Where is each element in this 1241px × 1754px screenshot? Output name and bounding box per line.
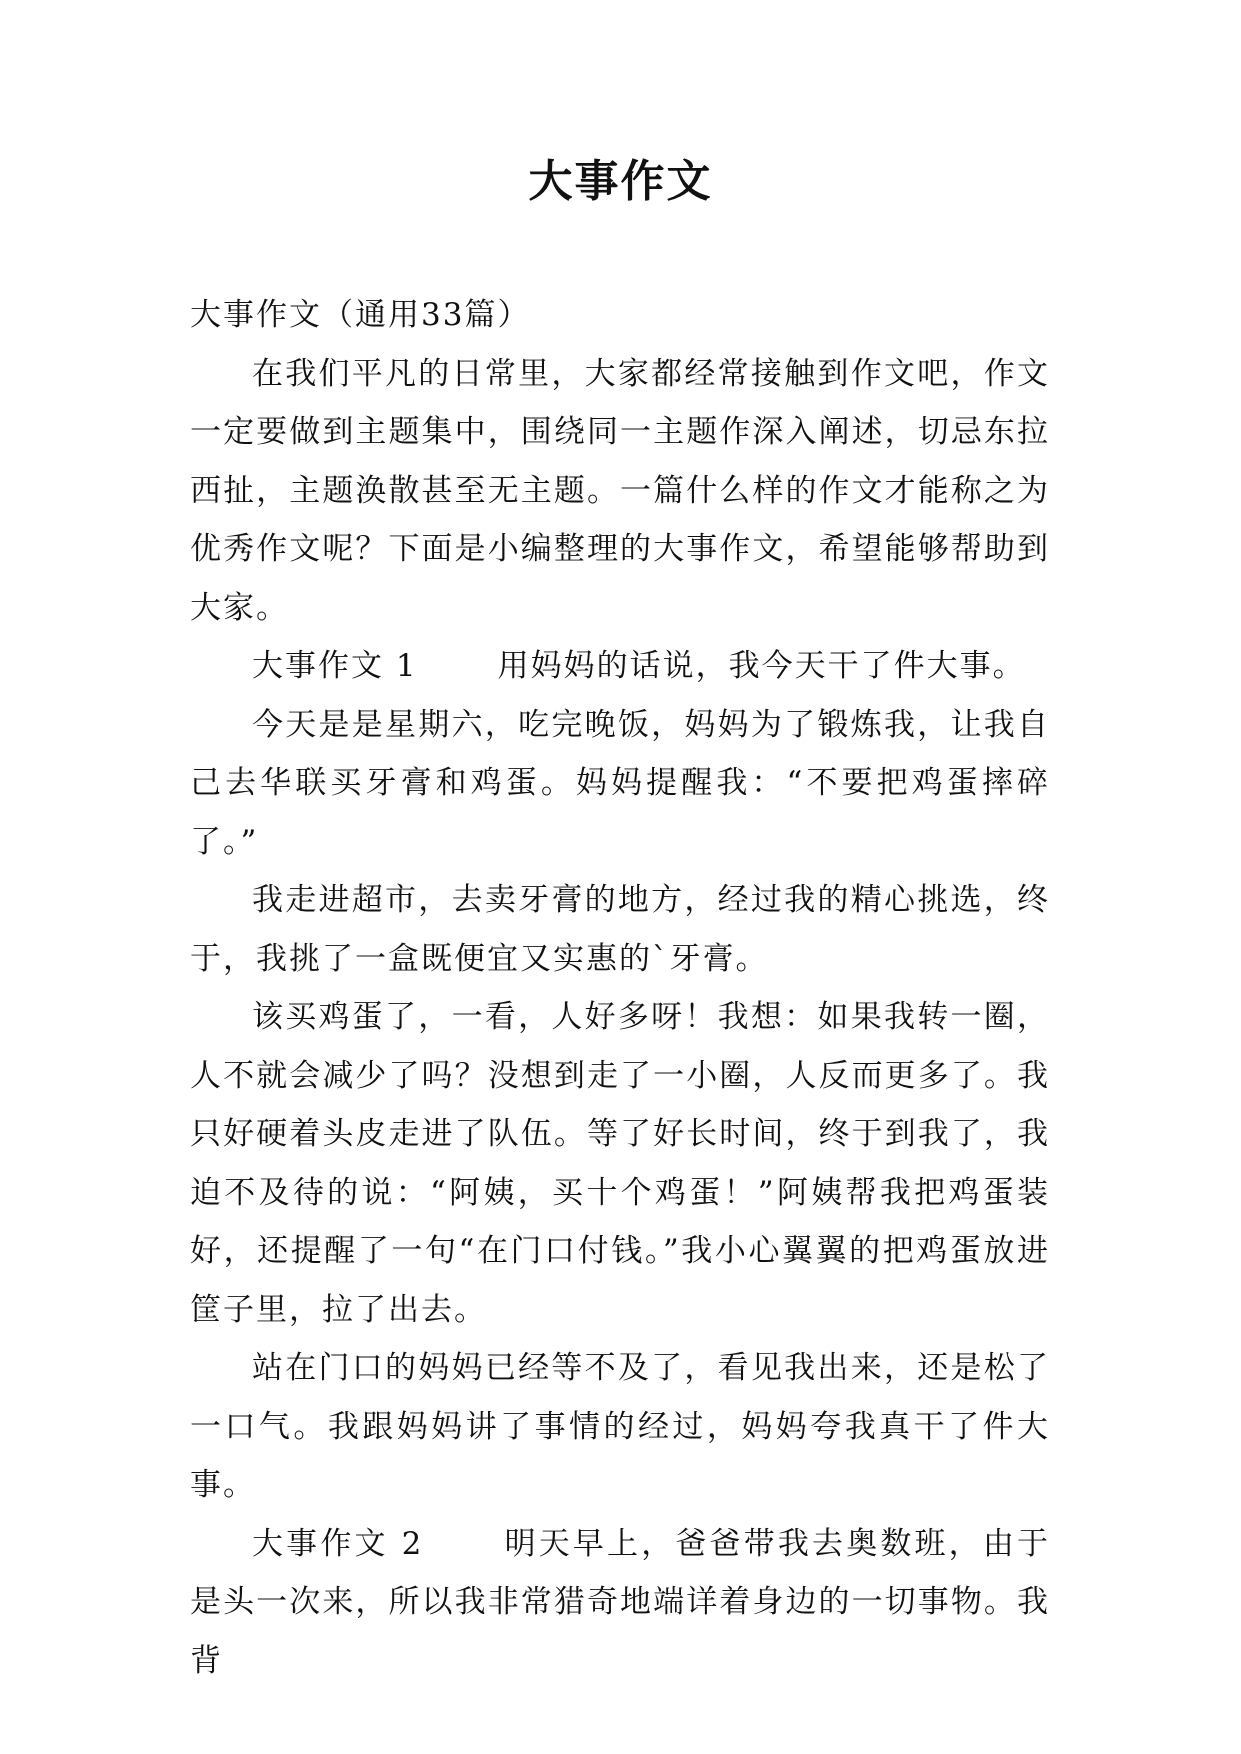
- essay-2-heading: 大事作文 2: [252, 1525, 424, 1562]
- document-title: 大事作文: [528, 156, 713, 207]
- essay-1-first-line: 用妈妈的话说，我今天干了件大事。: [497, 648, 1026, 684]
- essay-2-first-line: 明天早上，爸爸带我去奥数班，由于是头一次来，所以我非常猎奇地端详着身边的一切事物。我背: [190, 1525, 1051, 1679]
- intro-paragraph: 在我们平凡的日常里，大家都经常接触到作文吧，作文一定要做到主题集中，围绕同一主题作深入阐述，切忌东拉西扯，主题涣散甚至无主题。一篇什么样的作文才能称之为优秀作文呢？下面是小编整理的大事作文，希望能够帮助到大家。: [190, 355, 1050, 626]
- document-body: [190, 286, 1050, 1690]
- essay-1-paragraph: 站在门口的妈妈已经等不及了，看见我出来，还是松了一口气。我跟妈妈讲了事情的经过，妈妈夸我真干了件大事。: [190, 1350, 1050, 1503]
- essay-1-heading: 大事作文 1: [252, 648, 418, 684]
- essay-2-opening: [190, 1515, 1050, 1691]
- essay-1-opening: [190, 637, 1050, 696]
- essay-1-paragraph: 我走进超市，去卖牙膏的地方，经过我的精心挑选，终于，我挑了一盒既便宜又实惠的`牙膏。: [190, 882, 1050, 977]
- essay-1-paragraph: 该买鸡蛋了，一看，人好多呀！我想：如果我转一圈，人不就会减少了吗？没想到走了一小圈，人反而更多了。我只好硬着头皮走进了队伍。等了好长时间，终于到我了，我迫不及待的说：“阿姨，买十个鸡蛋！”阿姨帮我把鸡蛋装好，还提醒了一句“在门口付钱。”我小心翼翼的把鸡蛋放进筐子里，拉了出去。: [190, 999, 1050, 1328]
- essay-1-paragraph: 今天是是星期六，吃完晚饭，妈妈为了锻炼我，让我自己去华联买牙膏和鸡蛋。妈妈提醒我：“不要把鸡蛋摔碎了。”: [190, 706, 1050, 860]
- document-subtitle: 大事作文（通用33篇）: [190, 297, 531, 333]
